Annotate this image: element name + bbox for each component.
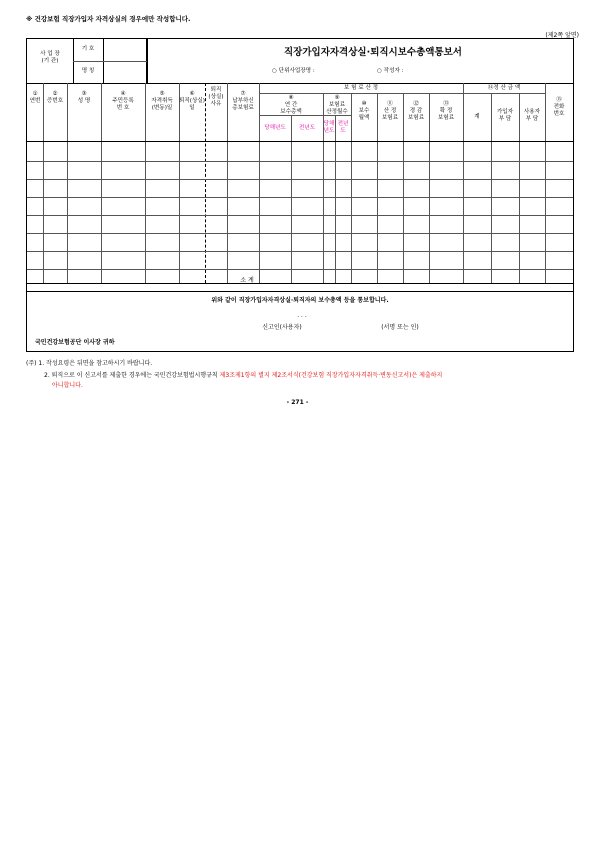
col-retire-date: ⑥ 퇴직(상실)일 [179, 91, 205, 111]
col-final-premium: ⑬ 확 정 보험료 [437, 101, 455, 121]
col-serial: ① 연번 [29, 91, 41, 104]
col-resident-no: ④ 주민등록 번 호 [112, 91, 134, 111]
form-title: 직장가입자자격상실·퇴직시보수총액통보서 [284, 47, 462, 58]
date-line: . . . [297, 312, 307, 319]
report-form [26, 38, 574, 352]
col-annual-pay: ⑧ 연 간 보수총액 [280, 95, 302, 115]
subtotal-label: 소 계 [240, 277, 254, 284]
col-retire-reason: 퇴직 (상실) 사유 [208, 87, 224, 107]
col-name: ③ 성 명 [77, 91, 91, 104]
col-calc-premium: ⑪ 산 정 보험료 [381, 101, 399, 121]
footnote-2 [44, 372, 584, 380]
unit-label: ○ 단위사업장명 : [272, 68, 315, 74]
top-note: ※ 건강보험 직장가입자 자격상실의 경우에만 작성합니다. [26, 15, 191, 23]
code-label: 기 호 [81, 46, 95, 52]
col-subscriber-share: 가입자 부 담 [496, 109, 514, 122]
col-months-current: 당해 년도 [323, 121, 335, 134]
recipient: 국민건강보험공단 이사장 귀하 [35, 339, 115, 346]
col-monthly-pay: ⑩ 보수 월액 [358, 101, 370, 121]
col-annual-pay-prev: 전년도 [298, 125, 316, 131]
col-paid-premium: ⑦ 납부하신 총보험료 [232, 91, 254, 111]
notice-text: 위와 같이 직장가입자자격상실·퇴직자의 보수총액 등을 통보합니다. [211, 297, 389, 304]
author-label: ○ 작성자 : [377, 68, 404, 74]
col-reduced-premium: ⑫ 경 감 보험료 [407, 101, 425, 121]
footnote-2-black: 2. 퇴직으로 이 신고서를 제출한 경우에는 국민건강보험법시행규칙 [44, 372, 218, 379]
footnote-2-red-cont: 아니합니다. [52, 382, 83, 389]
signature-label: (서명 또는 인) [381, 324, 419, 331]
col-employer-share: 사용자 부 담 [523, 109, 541, 122]
premium-calc-label: 보 험 료 산 정 [343, 85, 379, 91]
col-phone: ⑮ 전화 번호 [553, 97, 565, 117]
page-tag: (제2쪽 앞면) [545, 32, 579, 39]
settlement-label: ⑭정 산 금 액 [487, 85, 521, 91]
name-label: 명 칭 [81, 68, 95, 74]
page-number: - 271 - [286, 399, 309, 406]
col-months: ⑨ 보험료 산정월수 [326, 95, 348, 115]
footnote-2-red: 제3조제1항의 별지 제2조서식(건강보험 직장가입자자격취득·변동신고서)은 제출하지 [219, 372, 443, 379]
col-months-prev: 전년 도 [337, 121, 349, 134]
col-card-no: ② 증번호 [46, 91, 64, 104]
col-annual-pay-current: 당해년도 [264, 125, 286, 131]
footnote-1: (주) 1. 작성요령은 뒤면을 참고하시기 바랍니다. [26, 360, 153, 367]
col-settle-total: 계 [474, 114, 480, 120]
col-acquired-date: ⑤ 자격취득 (변동)일 [151, 91, 173, 111]
employer-label: 사 업 장 (기 관) [40, 51, 60, 64]
reporter-label: 신고인(사용자) [262, 324, 302, 331]
